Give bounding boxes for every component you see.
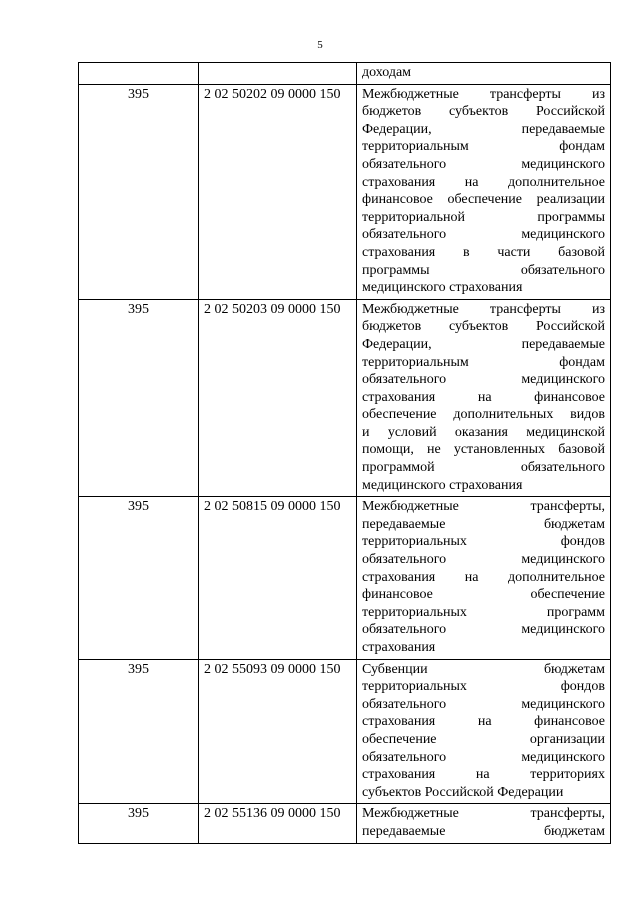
word: трансферты [489,301,561,317]
description-line [362,156,605,174]
table-row [79,497,611,659]
word: на [475,767,490,783]
description-line [362,621,605,639]
admin-code-cell: 395 [79,299,199,497]
budget-classification-code-cell: 2 02 50202 09 0000 150 [199,84,357,299]
word: фондов [560,679,605,695]
word: обеспечение [530,587,605,603]
word: из [591,301,605,317]
word: обязательного [362,156,447,172]
word: дополнительное [508,569,605,585]
table-body [79,63,611,844]
revenue-description-cell [357,804,611,843]
word: фондов [560,534,605,550]
word: финансовое [362,192,433,208]
word: Российской [535,319,605,335]
description-line: медицинского страхования [362,477,523,493]
budget-revenue-table [78,62,611,844]
revenue-description-cell [357,659,611,804]
description-line [362,569,605,587]
word: в [462,244,470,260]
word: передаваемые [362,823,446,839]
word: установленных [453,442,546,458]
word: программы [362,262,430,278]
word: территориях [530,767,605,783]
description-line [362,823,605,841]
word: Федерации, [362,121,432,137]
revenue-description-cell [357,299,611,497]
revenue-description-cell [357,497,611,659]
word: из [591,86,605,102]
word: базовой [558,244,605,260]
word: территориальным [362,139,469,155]
word: медицинского [521,696,605,712]
page-number: 5 [317,39,323,51]
word: части [497,244,531,260]
description-line [362,533,605,551]
word: медицинского [521,372,605,388]
word: обеспечение [447,192,522,208]
word: обязательного [520,460,605,476]
word: бюджетам [543,823,605,839]
description-line [362,678,605,696]
budget-classification-code-cell: 2 02 50203 09 0000 150 [199,299,357,497]
word: бюджетов [362,104,422,120]
description-line: страхования [362,640,436,655]
description-line [362,191,605,209]
word: реализации [536,192,605,208]
word: территориальных [362,679,467,695]
description-line [362,103,605,121]
word: субъектов [449,104,509,120]
description-line [362,731,605,749]
description-line [362,336,605,354]
word: бюджетам [543,516,605,532]
word: страхования [362,767,436,783]
word: обязательного [362,696,447,712]
word: медицинского [521,622,605,638]
word: трансферты, [530,806,605,822]
description-line [362,371,605,389]
budget-classification-code-cell [199,63,357,85]
description-line: доходам [362,65,412,80]
word: передаваемые [362,516,446,532]
word: территориальным [362,354,469,370]
word: медицинской [526,424,605,440]
word: страхования [362,174,436,190]
admin-code-cell: 395 [79,659,199,804]
description-line [362,516,605,534]
description-line [362,459,605,477]
word: финансовое [362,587,433,603]
description-line [362,498,605,516]
description-line [362,424,605,442]
word: дополнительных [453,407,554,423]
revenue-description-cell [357,63,611,85]
word: Субвенции [362,661,428,677]
word: фондам [559,354,605,370]
word: дополнительное [508,174,605,190]
description-line [362,86,605,104]
word: программы [537,209,605,225]
word: условий [387,424,437,440]
budget-classification-code-cell: 2 02 55093 09 0000 150 [199,659,357,804]
description-line: медицинского страхования [362,280,523,296]
word: обязательного [362,552,447,568]
description-line [362,551,605,569]
word: трансферты [489,86,561,102]
word: медицинского [521,552,605,568]
word: на [464,569,479,585]
word: видов [570,407,605,423]
word: помощи, [362,442,414,458]
description-line [362,301,605,319]
admin-code-cell: 395 [79,804,199,843]
word: на [477,714,492,730]
word: медицинского [521,156,605,172]
description-line [362,661,605,679]
admin-code-cell: 395 [79,84,199,299]
word: на [464,174,479,190]
admin-code-cell: 395 [79,497,199,659]
word: оказания [454,424,508,440]
word: обеспечение [362,731,437,747]
table-row [79,63,611,85]
word: страхования [362,714,436,730]
word: фондам [559,139,605,155]
word: финансовое [534,714,605,730]
word: Федерации, [362,336,432,352]
word: обязательного [520,262,605,278]
word: обязательного [362,749,447,765]
description-line [362,121,605,139]
word: программой [362,460,435,476]
description-line [362,713,605,731]
word: и [362,424,370,440]
word: обеспечение [362,407,437,423]
description-line [362,604,605,622]
description-line [362,696,605,714]
word: организации [529,731,605,747]
description-line [362,318,605,336]
budget-classification-code-cell: 2 02 55136 09 0000 150 [199,804,357,843]
description-line [362,244,605,262]
word: Российской [535,104,605,120]
description-line [362,262,605,280]
description-line [362,389,605,407]
description-line: субъектов Российской Федерации [362,784,564,800]
description-line [362,138,605,156]
admin-code-cell [79,63,199,85]
word: на [477,389,492,405]
description-line [362,749,605,767]
description-line [362,226,605,244]
word: медицинского [521,227,605,243]
word: Межбюджетные [362,806,459,822]
description-line [362,805,605,823]
word: Межбюджетные [362,86,459,102]
word: базовой [558,442,605,458]
word: обязательного [362,372,447,388]
word: финансовое [534,389,605,405]
table-row [79,804,611,843]
word: территориальной [362,209,465,225]
word: передаваемые [521,121,605,137]
description-line [362,406,605,424]
revenue-description-cell [357,84,611,299]
description-line [362,766,605,784]
word: территориальных [362,604,467,620]
word: страхования [362,244,436,260]
word: страхования [362,569,436,585]
description-line [362,586,605,604]
description-line [362,441,605,459]
table-row [79,659,611,804]
word: передаваемые [521,336,605,352]
description-line [362,354,605,372]
table-row [79,84,611,299]
word: Межбюджетные [362,499,459,515]
word: обязательного [362,227,447,243]
word: медицинского [521,749,605,765]
word: обязательного [362,622,447,638]
word: бюджетов [362,319,422,335]
description-line [362,209,605,227]
description-line [362,174,605,192]
word: территориальных [362,534,467,550]
budget-classification-code-cell: 2 02 50815 09 0000 150 [199,497,357,659]
word: страхования [362,389,436,405]
word: программ [546,604,605,620]
word: Межбюджетные [362,301,459,317]
word: бюджетам [543,661,605,677]
word: трансферты, [530,499,605,515]
word: субъектов [449,319,509,335]
word: не [426,442,441,458]
table-row [79,299,611,497]
